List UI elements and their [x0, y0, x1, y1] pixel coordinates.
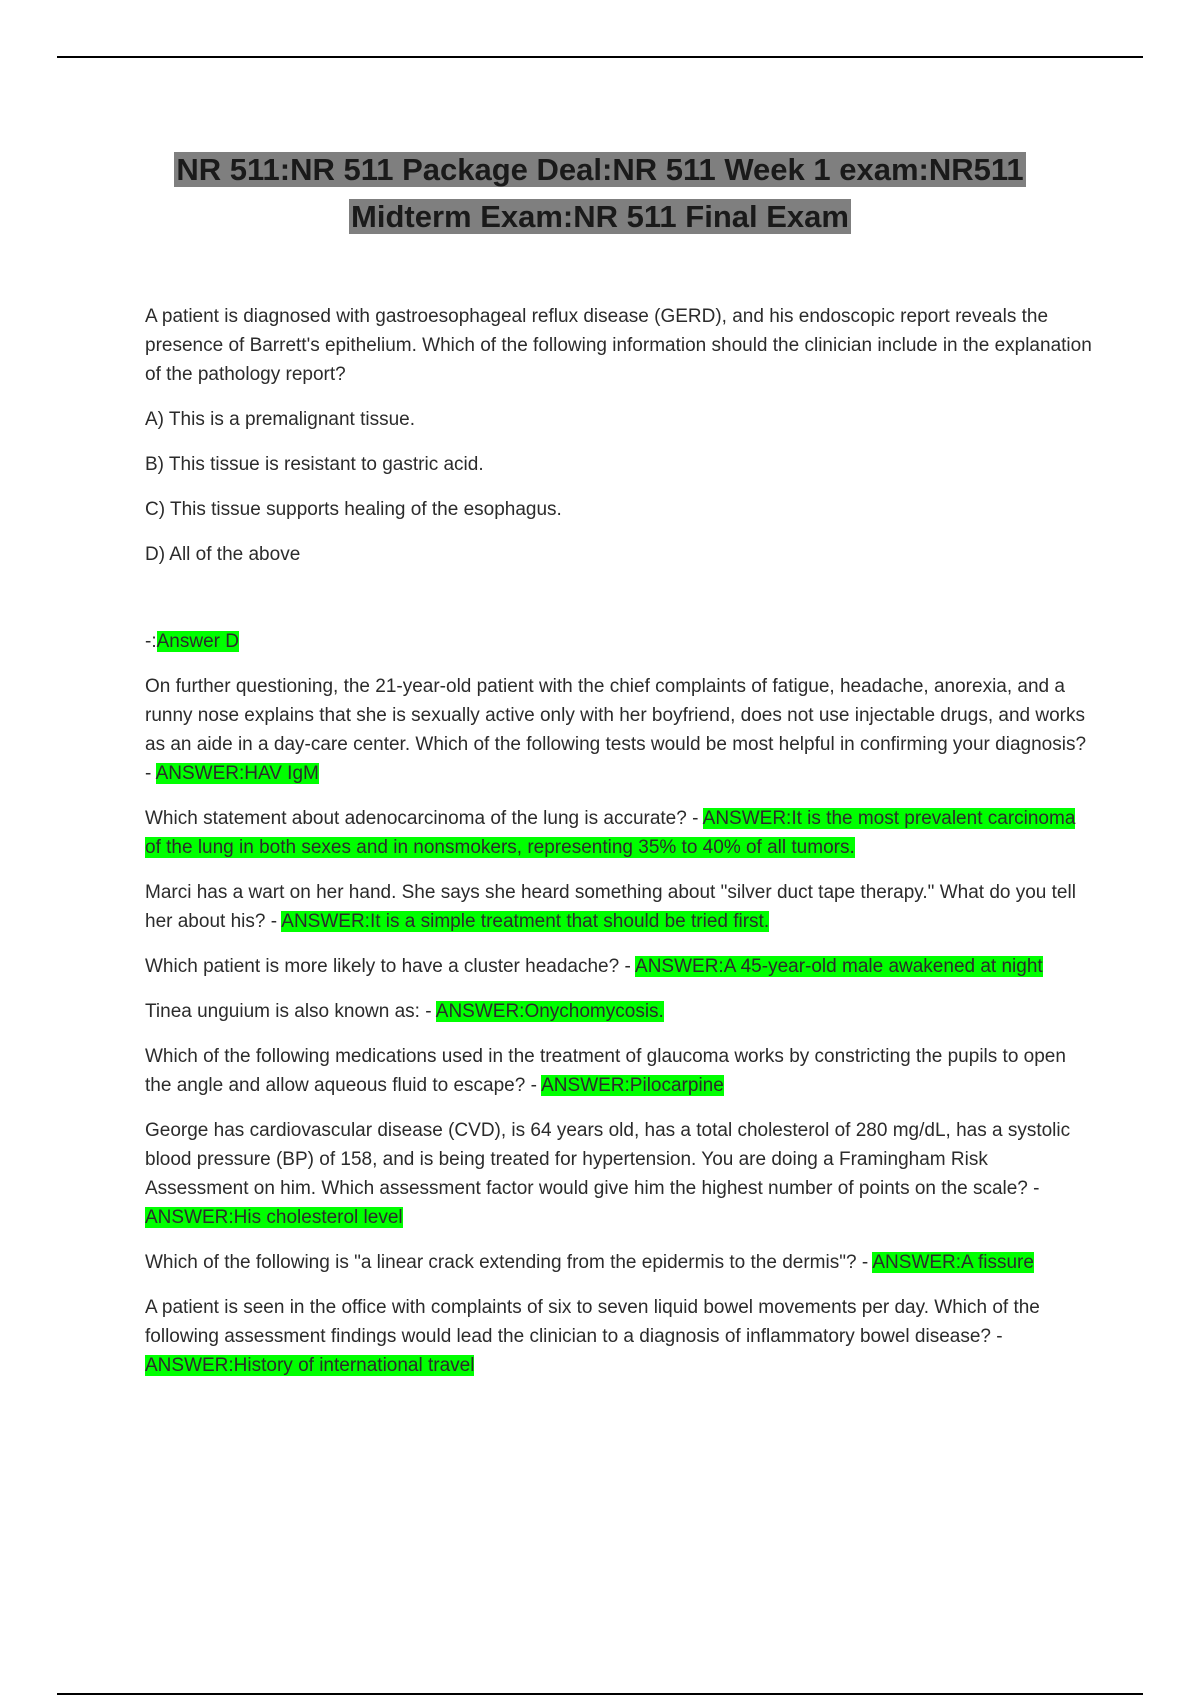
qa-answer: ANSWER:Onychomycosis.	[435, 1001, 664, 1022]
qa-item-2	[145, 804, 1095, 862]
answer-1	[145, 627, 1095, 656]
qa-item-1	[145, 672, 1095, 788]
document-title	[100, 146, 1100, 240]
qa-answer: ANSWER:Pilocarpine	[541, 1075, 724, 1096]
qa-answer: ANSWER:HAV IgM	[155, 763, 319, 784]
qa-item-4	[145, 952, 1095, 981]
qa-answer: ANSWER:A fissure	[872, 1252, 1034, 1273]
qa-answer: ANSWER:History of international travel	[145, 1355, 475, 1376]
qa-question: Marci has a wart on her hand. She says she heard something about "silver duct tape therapy." What do you tell her about his? -	[145, 882, 1076, 932]
qa-question: On further questioning, the 21-year-old patient with the chief complaints of fatigue, headache, anorexia, and a runny nose explains that she is sexually active only with her boyfriend, does not use injectable drugs, and works as an aide in a day-care center. Which of the following tests would be most helpful in confirming your diagnosis? -	[145, 676, 1087, 784]
document-body	[145, 302, 1095, 1396]
qa-question: Which of the following medications used in the treatment of glaucoma works by constricting the pupils to open the angle and allow aqueous fluid to escape? -	[145, 1046, 1066, 1096]
option-c: C) This tissue supports healing of the esophagus.	[145, 499, 562, 520]
title-line-1: NR 511:NR 511 Package Deal:NR 511 Week 1 exam:NR511	[176, 152, 1024, 187]
qa-question: Which of the following is "a linear crack extending from the epidermis to the dermis"? -	[145, 1252, 873, 1273]
top-rule	[57, 56, 1143, 58]
question-1: A patient is diagnosed with gastroesophageal reflux disease (GERD), and his endoscopic report reveals the presence of Barrett's epithelium. Which of the following information should the clinician include in the explanation of the pathology report?	[145, 306, 1092, 385]
qa-question: Tinea unguium is also known as: -	[145, 1001, 436, 1022]
qa-answer: ANSWER:His cholesterol level	[145, 1207, 403, 1228]
option-a: A) This is a premalignant tissue.	[145, 409, 415, 430]
answer-prefix: -:	[145, 631, 157, 652]
qa-question: Which patient is more likely to have a cluster headache? -	[145, 956, 636, 977]
qa-question: George has cardiovascular disease (CVD), is 64 years old, has a total cholesterol of 280 mg/dL, has a systolic blood pressure (BP) of 158, and is being treated for hypertension. You are doing a Framingham Risk Assessment on him. Which assessment factor would give him the highest number of points on the scale? -	[145, 1120, 1071, 1199]
qa-item-5	[145, 997, 1095, 1026]
qa-answer: ANSWER:It is the most prevalent carcinoma of the lung in both sexes and in nonsmokers, representing 35% to 40% of all tumors.	[145, 808, 1076, 858]
qa-item-7	[145, 1116, 1095, 1232]
qa-item-8	[145, 1248, 1095, 1277]
qa-answer: ANSWER:A 45-year-old male awakened at night	[635, 956, 1043, 977]
qa-question: Which statement about adenocarcinoma of the lung is accurate? -	[145, 808, 703, 829]
qa-answer: ANSWER:It is a simple treatment that should be tried first.	[281, 911, 770, 932]
title-line-2: Midterm Exam:NR 511 Final Exam	[351, 199, 849, 234]
option-b: B) This tissue is resistant to gastric acid.	[145, 454, 484, 475]
qa-item-6	[145, 1042, 1095, 1100]
bottom-rule	[57, 1693, 1143, 1695]
qa-item-9	[145, 1293, 1095, 1380]
qa-question: A patient is seen in the office with complaints of six to seven liquid bowel movements per day. Which of the following assessment findings would lead the clinician to a diagnosis of inflammatory bowel disease? -	[145, 1297, 1040, 1347]
option-d: D) All of the above	[145, 544, 301, 565]
qa-item-3	[145, 878, 1095, 936]
answer-highlight: Answer D	[156, 631, 239, 652]
